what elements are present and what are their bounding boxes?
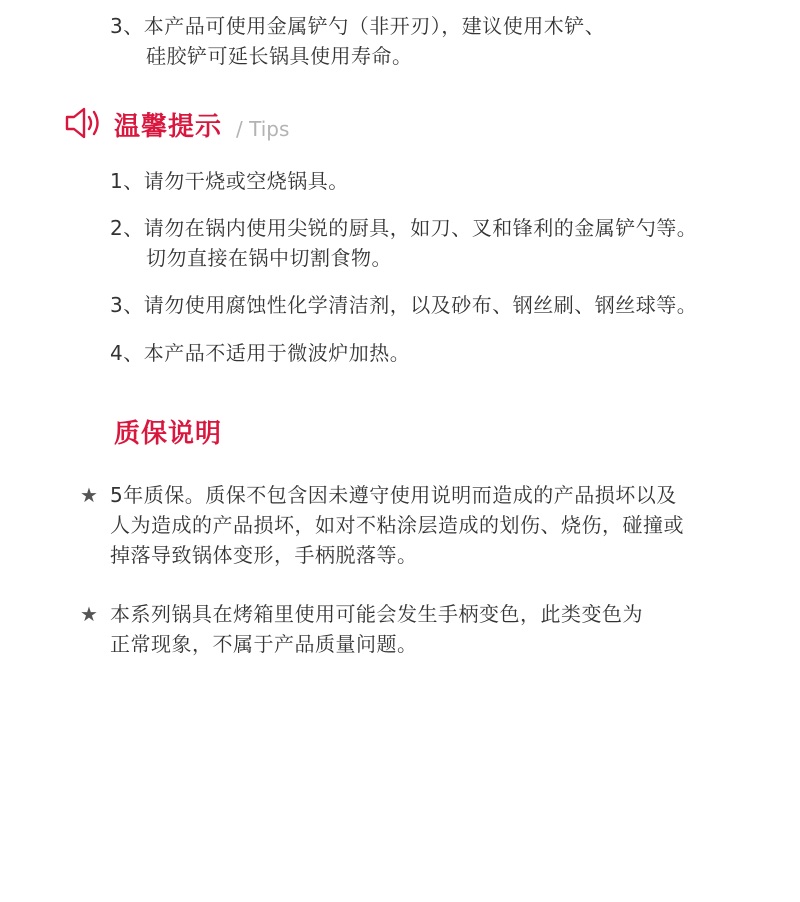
- tips-item-1: [110, 166, 750, 196]
- tips-title: 温馨提示: [114, 112, 223, 142]
- warranty-item-2-line-1: 本系列锅具在烤箱里使用可能会发生手柄变色，此类变色为: [110, 602, 643, 626]
- tips-item-4: [110, 338, 750, 368]
- speaker-icon: [64, 106, 104, 140]
- tips-item-3: [110, 290, 790, 320]
- tips-item-1-text: 请勿干烧或空烧锅具。: [143, 169, 349, 193]
- tips-item-4-text: 本产品不适用于微波炉加热。: [143, 341, 411, 365]
- tips-item-2-number: 2、: [110, 216, 144, 240]
- warranty-item-1-line-3: 掉落导致锅体变形，手柄脱落等。: [110, 543, 418, 567]
- warranty-item-2-text: [110, 599, 740, 659]
- warranty-item-2: [80, 599, 740, 659]
- usage-item-3-number: 3、: [110, 14, 144, 38]
- usage-item-3-continuation: 硅胶铲可延长锅具使用寿命。: [146, 44, 413, 68]
- warranty-item-2-line-2: 正常现象，不属于产品质量问题。: [110, 632, 418, 656]
- tips-item-1-number: 1、: [110, 169, 144, 193]
- warranty-item-1-text: [110, 480, 740, 570]
- warranty-item-1: [80, 480, 740, 570]
- star-icon: ★: [80, 602, 99, 626]
- tips-subtitle: / Tips: [236, 117, 290, 141]
- tips-item-3-text: 请勿使用腐蚀性化学清洁剂，以及砂布、钢丝刷、钢丝球等。: [143, 293, 698, 317]
- tips-item-2-continuation: 切勿直接在锅中切割食物。: [146, 246, 392, 270]
- usage-item-3: [110, 11, 750, 41]
- warranty-title: 质保说明: [114, 419, 223, 449]
- tips-item-3-number: 3、: [110, 293, 144, 317]
- warranty-item-1-line-1: 5年质保。质保不包含因未遵守使用说明而造成的产品损坏以及: [110, 483, 677, 507]
- star-icon: ★: [80, 483, 99, 507]
- usage-item-3-text: 本产品可使用金属铲勺（非开刃），建议使用木铲、: [143, 14, 606, 38]
- tips-item-2-text: 请勿在锅内使用尖锐的厨具，如刀、叉和锋利的金属铲勺等。: [143, 216, 698, 240]
- tips-item-2: [110, 213, 790, 243]
- warranty-item-1-line-2: 人为造成的产品损坏，如对不粘涂层造成的划伤、烧伤，碰撞或: [110, 513, 684, 537]
- tips-item-4-number: 4、: [110, 341, 144, 365]
